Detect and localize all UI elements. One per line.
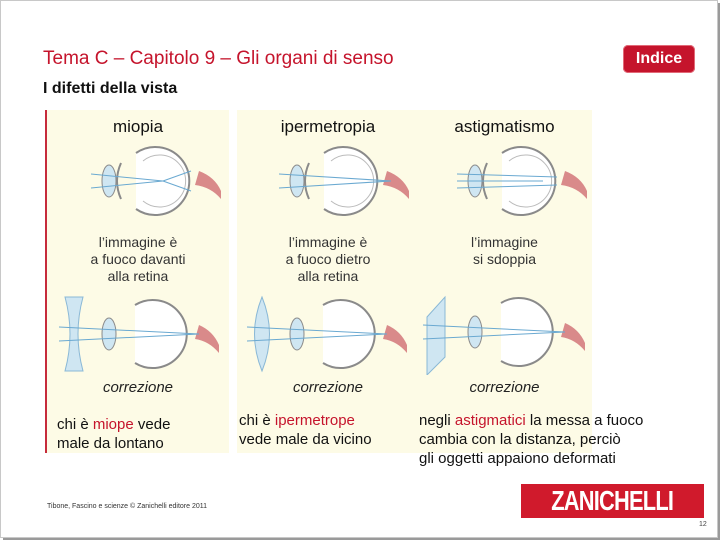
note-text: cambia con la distanza, perciò [419,431,621,448]
note-text: chi è [57,416,93,433]
corrected-eye-myopia [59,293,219,375]
note-ipermetropia [239,411,417,449]
correction-label-ipermetropia: correzione [292,379,364,396]
description-line: si sdoppia [472,251,537,267]
description-line: alla retina [107,268,169,284]
corrected-eye-astigmatism [423,289,585,375]
eye-diagram-astigmatism [457,141,587,221]
page-number: 12 [699,521,707,528]
note-text: male da lontano [57,435,164,452]
description-line: a fuoco dietro [285,251,371,267]
description-line: l’immagine è [288,234,368,250]
eye-diagram-myopia [91,141,221,221]
corrected-eye-hyperopia [247,293,407,375]
column-title-miopia: miopia [112,117,164,136]
correction-label-astigmatismo: correzione [469,379,540,396]
description-line: l’immagine è [98,234,178,250]
description-ipermetropia [237,234,419,285]
note-text: gli oggetti appaiono deformati [419,450,616,467]
description-line: a fuoco davanti [90,251,186,267]
note-highlight: miope [92,416,134,433]
description-astigmatismo [417,234,592,268]
slide-subtitle: I difetti della vista [43,80,178,97]
eye-diagram-hyperopia [279,141,409,221]
slide-header-title: Tema C – Capitolo 9 – Gli organi di senso [43,48,394,69]
note-text: negli [419,412,455,429]
description-line: l’immagine [471,234,538,250]
note-text: chi è [239,412,275,429]
note-text: la messa a fuoco [525,412,644,429]
description-line: alla retina [297,268,359,284]
column-title-ipermetropia: ipermetropia [280,117,376,136]
note-text: vede male da vicino [239,431,372,448]
note-text: vede [133,416,171,433]
column-title-astigmatismo: astigmatismo [454,117,555,136]
note-highlight: astigmatici [454,412,526,429]
footer-credit: Tibone, Fascino e scienze © Zanichelli editore 2011 [47,503,208,510]
note-astigmatismo [419,411,709,468]
description-miopia [47,234,229,285]
correction-label-miopia: correzione [102,379,174,396]
index-button[interactable]: Indice [623,45,695,73]
zanichelli-logo [521,484,704,518]
note-highlight: ipermetrope [274,412,355,429]
note-miopia [57,415,229,453]
logo-text: ZANICHELLI [551,485,674,516]
